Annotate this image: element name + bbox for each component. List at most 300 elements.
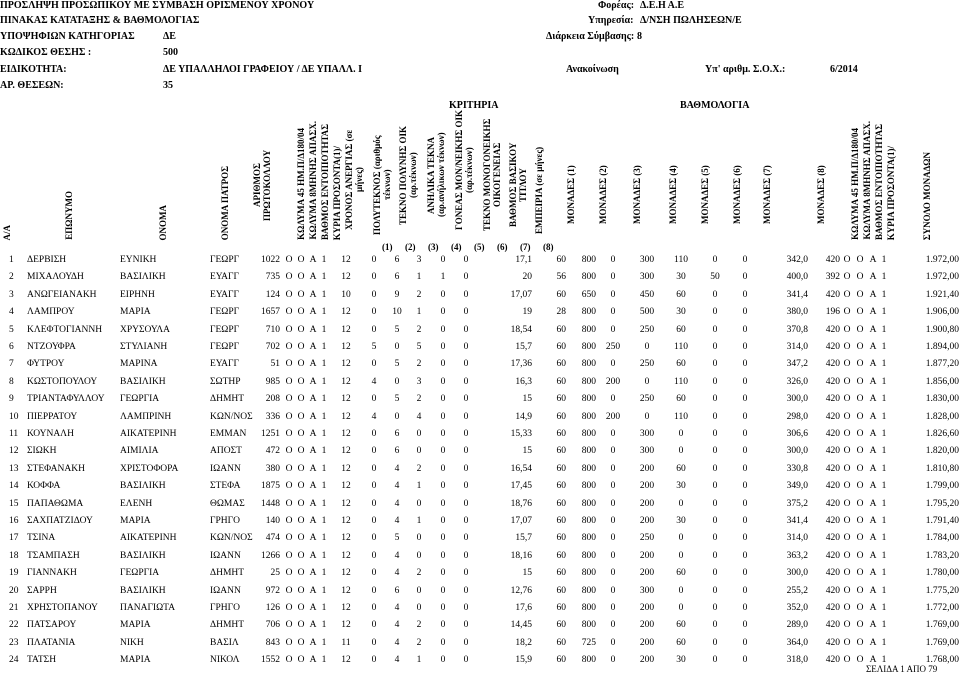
cell-b3: Α (309, 620, 317, 631)
cell-father: ΙΩΑΝΝ (210, 585, 241, 596)
cell-b4: 1 (321, 463, 327, 474)
cell-grade: 17,45 (510, 481, 532, 492)
cell-s4: 1 (881, 568, 887, 579)
cell-father: ΒΑΣΙΛ (210, 637, 239, 648)
cell-poly: 0 (371, 637, 377, 648)
cell-singlechild: 0 (463, 550, 469, 561)
cell-polychild: 6 (394, 255, 400, 265)
cell-grade: 17,07 (510, 516, 532, 526)
cell-u8: 420 (825, 585, 840, 596)
cell-s4: 1 (881, 446, 887, 457)
cell-surname: ΚΩΣΤΟΠΟΥΛΟΥ (27, 376, 98, 387)
cell-u3: 200 (639, 568, 655, 579)
cell-s3: Α (869, 394, 877, 405)
cell-u7: 314,0 (786, 533, 808, 544)
cell-u1: 800 (581, 603, 596, 613)
cell-u6: 0 (742, 550, 748, 561)
cell-u6: 0 (742, 342, 748, 352)
cell-b3: Α (309, 307, 317, 318)
cell-u5: 0 (712, 255, 718, 265)
cell-exp: 60 (556, 568, 566, 579)
cell-singlechild: 0 (463, 568, 469, 579)
cell-singlechild: 0 (463, 637, 469, 648)
cell-exp: 60 (556, 498, 566, 509)
cell-polychild: 5 (394, 394, 400, 405)
cell-s1: Ο (843, 585, 851, 596)
cell-father: ΕΥΑΓΓ (210, 289, 239, 300)
cell-aa: 22 (9, 620, 19, 631)
col-block2: ΚΩΛΥΜΑ 8ΜΗΝΗΣ ΑΠΑΣΧ. (308, 121, 318, 240)
cell-s4: 1 (881, 394, 887, 405)
cell-aa: 18 (9, 550, 19, 561)
cell-u3: 300 (639, 585, 655, 596)
cell-s4: 1 (881, 603, 887, 613)
cell-singlechild: 0 (463, 603, 469, 613)
cell-s1: Ο (843, 394, 851, 405)
cell-surname: ΚΛΕΦΤΟΓΙΑΝΝΗ (27, 324, 103, 335)
cell-u7: 341,4 (786, 516, 808, 526)
col-units-5: ΜΟΝΑΔΕΣ (5) (700, 165, 710, 225)
cell-u7: 300,0 (786, 394, 808, 405)
cell-surname: ΛΑΜΠΡΟΥ (27, 307, 75, 318)
cell-singlechild: 0 (463, 481, 469, 492)
col-aa: Α/Α (2, 224, 12, 240)
cell-polychild: 4 (394, 498, 400, 509)
cell-father: ΓΡΗΓΟ (210, 603, 240, 613)
cell-s2: Ο (856, 463, 864, 474)
cell-u8: 420 (825, 637, 840, 648)
cell-exp: 60 (556, 429, 566, 439)
cell-s3: Α (869, 568, 877, 579)
cell-s4: 1 (881, 429, 887, 439)
cell-father: ΓΕΩΡΓ (210, 255, 240, 265)
cell-u8: 420 (825, 255, 840, 265)
cell-b2: Ο (297, 324, 305, 335)
cell-u2: 0 (610, 498, 616, 509)
cell-b2: Ο (297, 272, 305, 283)
cell-u3: 200 (639, 620, 655, 631)
cell-father: ΓΕΩΡΓ (210, 342, 240, 352)
cell-aa: 14 (9, 481, 19, 492)
cell-polychild: 4 (394, 655, 400, 666)
cell-b4: 1 (321, 272, 327, 283)
cell-b3: Α (309, 446, 317, 457)
cell-u1: 800 (581, 376, 596, 387)
cell-father: ΘΩΜΑΣ (210, 498, 245, 509)
cell-exp: 28 (556, 307, 566, 318)
cell-single: 0 (440, 585, 446, 596)
cell-single: 0 (440, 603, 446, 613)
col-block1: ΚΩΛΥΜΑ 45 ΗΜ.Π/Δ180/04 (296, 128, 306, 240)
cell-name: ΒΑΣΙΛΙΚΗ (120, 585, 166, 596)
cell-aa: 3 (9, 289, 14, 300)
cell-u1: 800 (581, 463, 596, 474)
cell-total: 1.856,00 (925, 376, 959, 387)
cell-u4: 0 (678, 603, 684, 613)
cell-singlechild: 0 (463, 498, 469, 509)
cell-s4: 1 (881, 637, 887, 648)
cell-u6: 0 (742, 411, 748, 422)
cell-minor: 2 (416, 463, 422, 474)
cell-b1: Ο (285, 342, 293, 352)
cell-poly: 0 (371, 255, 377, 265)
cell-u4: 110 (674, 411, 688, 422)
cell-u3: 200 (639, 481, 655, 492)
cell-surname: ΓΙΑΝΝΑΚΗ (27, 568, 77, 579)
cell-polychild: 4 (394, 481, 400, 492)
cell-unemp: 12 (341, 516, 351, 526)
cell-s1: Ο (843, 603, 851, 613)
cell-s2: Ο (856, 289, 864, 300)
cell-protocol: 735 (265, 272, 280, 283)
cell-protocol: 124 (265, 289, 280, 300)
cell-name: ΑΙΜΙΛΙΑ (120, 446, 159, 457)
cell-u2: 0 (610, 585, 616, 596)
cell-name: ΜΑΡΙΑ (120, 620, 151, 631)
cell-u2: 0 (610, 637, 616, 648)
cell-s3: Α (869, 289, 877, 300)
cell-aa: 15 (9, 498, 19, 509)
col-score-block4: ΚΥΡΙΑ ΠΡΟΣΟΝΤΑ(1)/ (886, 145, 896, 240)
cell-unemp: 12 (341, 481, 351, 492)
cell-b4: 1 (321, 620, 327, 631)
cell-grade: 12,76 (510, 585, 532, 596)
cell-single: 0 (440, 359, 446, 370)
crit-num-6: (6) (497, 242, 508, 252)
cell-u3: 500 (639, 307, 655, 318)
cell-u4: 0 (678, 498, 684, 509)
cell-single: 0 (440, 498, 446, 509)
cell-u3: 200 (639, 637, 655, 648)
cell-exp: 60 (556, 637, 566, 648)
cell-b1: Ο (285, 446, 293, 457)
cell-s1: Ο (843, 550, 851, 561)
cell-unemp: 12 (341, 568, 351, 579)
cell-total: 1.972,00 (925, 272, 959, 283)
cell-u4: 0 (678, 429, 684, 439)
cell-u3: 200 (639, 550, 655, 561)
cell-grade: 15,7 (515, 533, 532, 544)
cell-u8: 420 (825, 516, 840, 526)
cell-u7: 375,2 (786, 498, 808, 509)
cell-u3: 0 (644, 411, 650, 422)
cell-u1: 800 (581, 568, 596, 579)
cell-poly: 0 (371, 620, 377, 631)
col-total: ΣΥΝΟΛΟ ΜΟΝΑΔΩΝ (922, 151, 932, 240)
cell-u7: 352,0 (786, 603, 808, 613)
cell-u2: 200 (605, 376, 621, 387)
cell-minor: 4 (416, 411, 422, 422)
cell-exp: 60 (556, 394, 566, 405)
cell-grade: 17,07 (510, 289, 532, 300)
cell-b4: 1 (321, 307, 327, 318)
cell-u1: 800 (581, 359, 596, 370)
cell-name: ΜΑΡΙΝΑ (120, 359, 158, 370)
cell-aa: 8 (9, 376, 14, 387)
cell-u1: 800 (581, 498, 596, 509)
cell-name: ΠΑΝΑΓΙΩΤΑ (120, 603, 176, 613)
col-score-block1: ΚΩΛΥΜΑ 45 ΗΜ.Π/Δ180/04 (850, 128, 860, 240)
col-minor-children: ΑΝΗΛΙΚΑ ΤΕΚΝΑ (αρ.ανήλικων τέκνων) (426, 132, 446, 218)
cell-s3: Α (869, 585, 877, 596)
cell-unemp: 12 (341, 359, 351, 370)
cell-total: 1.784,00 (925, 533, 959, 544)
cell-s1: Ο (843, 498, 851, 509)
service-label: Υπηρεσία: (588, 15, 634, 26)
cell-u2: 0 (610, 655, 616, 666)
cell-exp: 60 (556, 585, 566, 596)
cell-protocol: 140 (265, 516, 280, 526)
cell-poly: 0 (371, 498, 377, 509)
cell-grade: 20 (522, 272, 532, 283)
cell-poly: 0 (371, 516, 377, 526)
cell-poly: 0 (371, 655, 377, 666)
cell-aa: 19 (9, 568, 19, 579)
cell-b1: Ο (285, 429, 293, 439)
cell-u4: 60 (676, 568, 686, 579)
cell-u7: 318,0 (786, 655, 808, 666)
cell-s2: Ο (856, 603, 864, 613)
cell-exp: 60 (556, 342, 566, 352)
cell-poly: 0 (371, 289, 377, 300)
cell-s4: 1 (881, 272, 887, 283)
cell-exp: 60 (556, 446, 566, 457)
col-block3: ΒΑΘΜΟΣ ΕΝΤΟΠΙΟΤΗΤΑΣ (320, 124, 330, 240)
cell-minor: 2 (416, 620, 422, 631)
duration-label: Διάρκεια Σύμβασης: (546, 31, 635, 42)
cell-polychild: 4 (394, 637, 400, 648)
cell-s4: 1 (881, 342, 887, 352)
cell-poly: 0 (371, 429, 377, 439)
cell-u6: 0 (742, 376, 748, 387)
cell-polychild: 4 (394, 568, 400, 579)
cell-surname: ΚΟΥΝΑΛΗ (27, 429, 74, 439)
col-block4: ΚΥΡΙΑ ΠΡΟΣΟΝΤΑ(1)/ (332, 145, 342, 240)
cell-b4: 1 (321, 324, 327, 335)
cell-u5: 0 (712, 655, 718, 666)
cell-b3: Α (309, 255, 317, 265)
cell-single: 0 (440, 446, 446, 457)
cell-name: ΕΛΕΝΗ (120, 498, 153, 509)
cell-s3: Α (869, 603, 877, 613)
page-footer: ΣΕΛΙΔΑ 1 ΑΠΟ 79 (866, 664, 938, 674)
cell-b3: Α (309, 376, 317, 387)
cell-s1: Ο (843, 481, 851, 492)
cell-b1: Ο (285, 359, 293, 370)
cell-father: ΔΗΜΗΤ (210, 568, 245, 579)
cell-total: 1.826,60 (925, 429, 959, 439)
cell-b1: Ο (285, 498, 293, 509)
cell-protocol: 336 (265, 411, 280, 422)
cell-father: ΝΙΚΟΛ (210, 655, 240, 666)
cell-u1: 650 (581, 289, 596, 300)
cell-exp: 60 (556, 255, 566, 265)
cell-u3: 300 (639, 446, 655, 457)
cell-grade: 15 (522, 394, 532, 405)
cell-u6: 0 (742, 359, 748, 370)
cell-u5: 0 (712, 359, 718, 370)
cell-father: ΕΥΑΓΓ (210, 359, 239, 370)
crit-num-8: (8) (543, 242, 554, 252)
cell-polychild: 0 (394, 342, 400, 352)
cell-u3: 300 (639, 255, 655, 265)
cell-poly: 0 (371, 394, 377, 405)
cell-father: ΚΩΝ/ΝΟΣ (210, 411, 253, 422)
cell-surname: ΣΙΩΚΗ (27, 446, 57, 457)
cell-s1: Ο (843, 272, 851, 283)
cell-poly: 5 (371, 342, 377, 352)
cell-total: 1.795,20 (925, 498, 959, 509)
cell-u4: 60 (676, 289, 686, 300)
cell-minor: 1 (416, 307, 422, 318)
cell-b2: Ο (297, 481, 305, 492)
cell-surname: ΠΙΕΡΡΑΤΟΥ (27, 411, 78, 422)
cell-u7: 330,8 (786, 463, 808, 474)
cell-b4: 1 (321, 498, 327, 509)
cell-s3: Α (869, 342, 877, 352)
cell-s1: Ο (843, 342, 851, 352)
col-units-2: ΜΟΝΑΔΕΣ (2) (598, 165, 608, 225)
cell-father: ΣΤΕΦΑ (210, 481, 241, 492)
cell-b4: 1 (321, 394, 327, 405)
cell-u5: 0 (712, 446, 718, 457)
cell-protocol: 1448 (261, 498, 280, 509)
cell-polychild: 6 (394, 446, 400, 457)
cell-b1: Ο (285, 568, 293, 579)
cell-protocol: 843 (265, 637, 280, 648)
cell-protocol: 25 (270, 568, 280, 579)
cell-name: ΒΑΣΙΛΙΚΗ (120, 376, 166, 387)
cell-u7: 380,0 (786, 307, 808, 318)
cell-u2: 0 (610, 394, 616, 405)
cell-s2: Ο (856, 481, 864, 492)
cell-u3: 250 (639, 394, 655, 405)
cell-s4: 1 (881, 376, 887, 387)
cell-u8: 420 (825, 376, 840, 387)
cell-u8: 420 (825, 359, 840, 370)
cell-u4: 30 (676, 655, 686, 666)
cell-father: ΔΗΜΗΤ (210, 394, 245, 405)
cell-poly: 0 (371, 533, 377, 544)
cell-u6: 0 (742, 307, 748, 318)
cell-s3: Α (869, 516, 877, 526)
cell-u3: 200 (639, 603, 655, 613)
cell-u7: 306,6 (786, 429, 808, 439)
cell-aa: 10 (9, 411, 19, 422)
cell-unemp: 12 (341, 411, 351, 422)
cell-u4: 60 (676, 394, 686, 405)
cell-u2: 0 (610, 429, 616, 439)
cell-name: ΜΑΡΙΑ (120, 516, 151, 526)
cell-unemp: 12 (341, 655, 351, 666)
cell-b4: 1 (321, 533, 327, 544)
cell-u6: 0 (742, 394, 748, 405)
cell-protocol: 710 (265, 324, 280, 335)
cell-s2: Ο (856, 376, 864, 387)
cell-surname: ΣΑΡΡΗ (27, 585, 57, 596)
cell-u8: 196 (825, 307, 840, 318)
cell-protocol: 474 (265, 533, 280, 544)
cell-minor: 3 (416, 255, 422, 265)
cell-u5: 0 (712, 516, 718, 526)
cell-poly: 0 (371, 568, 377, 579)
cell-s4: 1 (881, 481, 887, 492)
cell-protocol: 1266 (261, 550, 280, 561)
cell-minor: 2 (416, 359, 422, 370)
cell-single: 1 (440, 272, 446, 283)
cell-name: ΕΥΝΙΚΗ (120, 255, 157, 265)
cell-s4: 1 (881, 533, 887, 544)
cell-total: 1.780,00 (925, 568, 959, 579)
cell-minor: 0 (416, 498, 422, 509)
cell-b1: Ο (285, 255, 293, 265)
cell-u8: 420 (825, 603, 840, 613)
col-single-parent: ΓΟΝΕΑΣ ΜΟΝ/ΝΕΙΚΗΣ ΟΙΚ (αρ.τέκνων) (454, 110, 474, 231)
cell-s3: Α (869, 533, 877, 544)
cell-exp: 60 (556, 359, 566, 370)
cell-name: ΒΑΣΙΛΙΚΗ (120, 272, 166, 283)
cell-b3: Α (309, 516, 317, 526)
cell-grade: 15 (522, 568, 532, 579)
cell-s2: Ο (856, 394, 864, 405)
cell-surname: ΤΡΙΑΝΤΑΦΥΛΛΟΥ (27, 394, 105, 405)
cell-u4: 110 (674, 376, 688, 387)
cell-u7: 349,0 (786, 481, 808, 492)
cell-u5: 0 (712, 498, 718, 509)
cell-u4: 30 (676, 307, 686, 318)
cell-exp: 60 (556, 481, 566, 492)
cell-single: 0 (440, 516, 446, 526)
specialty-value: ΔΕ ΥΠΑΛΛΗΛΟΙ ΓΡΑΦΕΙΟΥ / ΔΕ ΥΠΑΛΛ. Ι (163, 64, 362, 75)
cell-total: 1.820,00 (925, 446, 959, 457)
cell-protocol: 126 (265, 603, 280, 613)
cell-u1: 800 (581, 255, 596, 265)
cell-minor: 1 (416, 481, 422, 492)
code-value: 500 (163, 47, 178, 58)
cell-s2: Ο (856, 324, 864, 335)
cell-s1: Ο (843, 429, 851, 439)
cell-father: ΙΩΑΝΝ (210, 550, 241, 561)
crit-num-3: (3) (428, 242, 439, 252)
cell-aa: 9 (9, 394, 14, 405)
cell-grade: 15,7 (515, 342, 532, 352)
cell-minor: 5 (416, 342, 422, 352)
cell-unemp: 12 (341, 550, 351, 561)
cell-u4: 0 (678, 446, 684, 457)
cell-b2: Ο (297, 255, 305, 265)
cell-u2: 0 (610, 463, 616, 474)
cell-surname: ΠΛΑΤΑΝΙΑ (27, 637, 76, 648)
announcement-number-label: Υπ' αριθμ. Σ.Ο.Χ.: (705, 64, 786, 75)
col-father: ΟΝΟΜΑ ΠΑΤΡΟΣ (220, 165, 230, 240)
cell-minor: 0 (416, 603, 422, 613)
cell-poly: 0 (371, 463, 377, 474)
cell-s4: 1 (881, 307, 887, 318)
cell-surname: ΣΑΧΠΑΤΖΙΔΟΥ (27, 516, 93, 526)
cell-father: ΚΩΝ/ΝΟΣ (210, 533, 253, 544)
cell-s1: Ο (843, 324, 851, 335)
cell-exp: 60 (556, 463, 566, 474)
cell-total: 1.768,00 (925, 655, 959, 666)
cell-aa: 17 (9, 533, 19, 544)
col-units-8: ΜΟΝΑΔΕΣ (8) (816, 165, 826, 225)
cell-u8: 420 (825, 289, 840, 300)
cell-u6: 0 (742, 655, 748, 666)
cell-s3: Α (869, 359, 877, 370)
cell-u3: 0 (644, 342, 650, 352)
cell-surname: ΝΤΖΟΥΦΡΑ (27, 342, 76, 352)
cell-b2: Ο (297, 533, 305, 544)
